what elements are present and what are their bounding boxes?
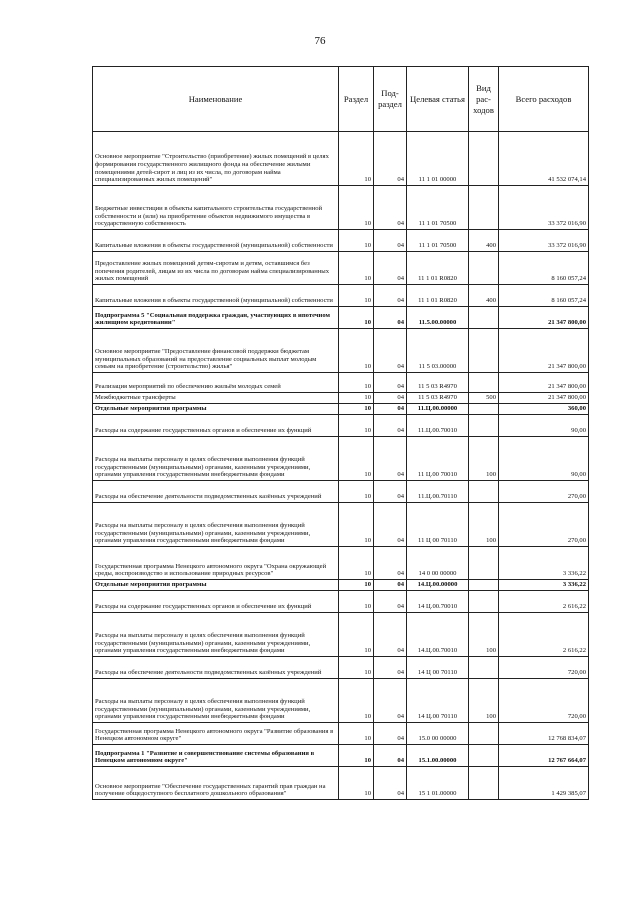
table-row xyxy=(93,329,589,373)
table-row xyxy=(93,745,589,767)
row-total: 8 160 057,24 xyxy=(499,252,589,285)
row-name: Расходы на содержание государственных органов и обеспечение их функций xyxy=(93,415,339,437)
row-target-article: 11.Ц.00.00000 xyxy=(407,404,469,415)
row-section: 10 xyxy=(339,186,374,230)
row-target-article: 11 1 01 R0820 xyxy=(407,285,469,307)
row-section: 10 xyxy=(339,580,374,591)
table-row xyxy=(93,230,589,252)
row-name: Подпрограмма 1 "Развитие и совершенствование системы образования в Ненецком автономном округе" xyxy=(93,745,339,767)
table-row xyxy=(93,404,589,415)
row-name: Расходы на выплаты персоналу в целях обеспечения выполнения функций государственными (муниципальными) органами, казенными учреждениями, органами управления государственными внебюджетными фондами xyxy=(93,437,339,481)
row-section: 10 xyxy=(339,307,374,329)
table-row xyxy=(93,679,589,723)
table-row xyxy=(93,613,589,657)
row-expense-type: 100 xyxy=(469,437,499,481)
row-subsection: 04 xyxy=(374,132,407,186)
row-target-article: 11 5 03 R4970 xyxy=(407,393,469,404)
row-total: 21 347 800,00 xyxy=(499,329,589,373)
header-total-expenses: Всего расходов xyxy=(499,67,589,132)
row-total: 3 336,22 xyxy=(499,580,589,591)
table-body xyxy=(93,132,589,800)
row-expense-type xyxy=(469,186,499,230)
row-subsection: 04 xyxy=(374,503,407,547)
row-section: 10 xyxy=(339,285,374,307)
row-total: 21 347 800,00 xyxy=(499,307,589,329)
row-subsection: 04 xyxy=(374,415,407,437)
row-expense-type xyxy=(469,373,499,393)
row-expense-type xyxy=(469,657,499,679)
row-expense-type xyxy=(469,767,499,800)
row-total: 41 532 074,14 xyxy=(499,132,589,186)
row-section: 10 xyxy=(339,591,374,613)
page-number: 76 xyxy=(314,35,326,47)
row-expense-type xyxy=(469,481,499,503)
row-section: 10 xyxy=(339,723,374,745)
row-subsection: 04 xyxy=(374,404,407,415)
row-name: Предоставление жилых помещений детям-сиротам и детям, оставшимся без попечения родителей, лицам из их числа по договорам найма специализированных жилых помещений xyxy=(93,252,339,285)
row-subsection: 04 xyxy=(374,285,407,307)
row-section: 10 xyxy=(339,481,374,503)
row-section: 10 xyxy=(339,415,374,437)
row-section: 10 xyxy=(339,767,374,800)
row-name: Основное мероприятие "Обеспечение государственных гарантий прав граждан на получение общедоступного бесплатного дошкольного образования" xyxy=(93,767,339,800)
table-row xyxy=(93,132,589,186)
row-subsection: 04 xyxy=(374,307,407,329)
row-expense-type: 100 xyxy=(469,503,499,547)
table-row xyxy=(93,393,589,404)
row-total: 90,00 xyxy=(499,437,589,481)
row-subsection: 04 xyxy=(374,437,407,481)
row-target-article: 11 5 03 R4970 xyxy=(407,373,469,393)
row-expense-type xyxy=(469,132,499,186)
row-name: Отдельные мероприятия программы xyxy=(93,404,339,415)
row-target-article: 15.1.00.00000 xyxy=(407,745,469,767)
row-target-article: 11 Ц 00 70110 xyxy=(407,503,469,547)
row-name: Капитальные вложения в объекты государственной (муниципальной) собственности xyxy=(93,285,339,307)
row-target-article: 11.Ц.00.70110 xyxy=(407,481,469,503)
row-subsection: 04 xyxy=(374,230,407,252)
row-subsection: 04 xyxy=(374,186,407,230)
row-section: 10 xyxy=(339,679,374,723)
row-expense-type xyxy=(469,329,499,373)
row-name: Государственная программа Ненецкого автономного округа "Развитие образования в Ненецком автономном округе" xyxy=(93,723,339,745)
table-row xyxy=(93,307,589,329)
row-section: 10 xyxy=(339,373,374,393)
row-subsection: 04 xyxy=(374,547,407,580)
table-row xyxy=(93,723,589,745)
row-subsection: 04 xyxy=(374,591,407,613)
row-name: Основное мероприятие "Строительство (приобретение) жилых помещений в целях формирования государственного жилищного фонда на обеспечение жилыми помещениями детей-сирот и лиц из их числа, по договорам найма специализированных жилых помещений" xyxy=(93,132,339,186)
row-target-article: 14.Ц.00.70010 xyxy=(407,613,469,657)
header-subsection: Под-раздел xyxy=(374,67,407,132)
row-target-article: 11 1 01 R0820 xyxy=(407,252,469,285)
row-target-article: 14.Ц.00.00000 xyxy=(407,580,469,591)
row-target-article: 11 5 03.00000 xyxy=(407,329,469,373)
row-section: 10 xyxy=(339,503,374,547)
row-subsection: 04 xyxy=(374,723,407,745)
row-name: Капитальные вложения в объекты государственной (муниципальной) собственности xyxy=(93,230,339,252)
table-row xyxy=(93,657,589,679)
row-expense-type: 100 xyxy=(469,613,499,657)
row-name: Государственная программа Ненецкого автономного округа "Охрана окружающей среды, воспроизводство и использование природных ресурсов" xyxy=(93,547,339,580)
row-name: Подпрограмма 5 "Социальная поддержка граждан, участвующих в ипотечном жилищном кредитовании" xyxy=(93,307,339,329)
row-expense-type: 100 xyxy=(469,679,499,723)
row-section: 10 xyxy=(339,252,374,285)
row-total: 21 347 800,00 xyxy=(499,393,589,404)
row-expense-type: 500 xyxy=(469,393,499,404)
row-total: 2 616,22 xyxy=(499,613,589,657)
row-expense-type xyxy=(469,415,499,437)
row-expense-type: 400 xyxy=(469,285,499,307)
row-target-article: 14 Ц.00 70110 xyxy=(407,679,469,723)
row-target-article: 15.0 00 00000 xyxy=(407,723,469,745)
row-total: 360,00 xyxy=(499,404,589,415)
row-expense-type xyxy=(469,307,499,329)
row-section: 10 xyxy=(339,657,374,679)
header-expense-type: Вид рас-ходов xyxy=(469,67,499,132)
row-subsection: 04 xyxy=(374,657,407,679)
row-section: 10 xyxy=(339,547,374,580)
row-target-article: 11 Ц.00 70010 xyxy=(407,437,469,481)
table-row xyxy=(93,437,589,481)
table-row xyxy=(93,481,589,503)
table-row xyxy=(93,415,589,437)
table-row xyxy=(93,591,589,613)
row-subsection: 04 xyxy=(374,373,407,393)
row-expense-type xyxy=(469,723,499,745)
table-row xyxy=(93,503,589,547)
row-total: 270,00 xyxy=(499,503,589,547)
row-section: 10 xyxy=(339,393,374,404)
row-name: Расходы на обеспечение деятельности подведомственных казённых учреждений xyxy=(93,481,339,503)
table-row xyxy=(93,285,589,307)
row-subsection: 04 xyxy=(374,393,407,404)
row-name: Расходы на содержание государственных органов и обеспечение их функций xyxy=(93,591,339,613)
table-row xyxy=(93,580,589,591)
row-section: 10 xyxy=(339,132,374,186)
row-name: Отдельные мероприятия программы xyxy=(93,580,339,591)
table-row xyxy=(93,767,589,800)
row-section: 10 xyxy=(339,230,374,252)
row-total: 21 347 800,00 xyxy=(499,373,589,393)
row-expense-type xyxy=(469,547,499,580)
row-total: 3 336,22 xyxy=(499,547,589,580)
row-total: 33 372 016,90 xyxy=(499,186,589,230)
header-target-article: Целевая статья xyxy=(407,67,469,132)
row-name: Расходы на выплаты персоналу в целях обеспечения выполнения функций государственными (муниципальными) органами, казенными учреждениями, органами управления государственными внебюджетными фондами xyxy=(93,679,339,723)
row-subsection: 04 xyxy=(374,580,407,591)
row-section: 10 xyxy=(339,613,374,657)
row-expense-type xyxy=(469,580,499,591)
row-subsection: 04 xyxy=(374,613,407,657)
row-total: 8 160 057,24 xyxy=(499,285,589,307)
row-expense-type: 400 xyxy=(469,230,499,252)
row-total: 12 767 664,07 xyxy=(499,745,589,767)
row-subsection: 04 xyxy=(374,481,407,503)
table-header-row xyxy=(93,67,589,132)
header-section: Раздел xyxy=(339,67,374,132)
row-target-article: 14 Ц 00 70110 xyxy=(407,657,469,679)
row-target-article: 11 1 01 70500 xyxy=(407,186,469,230)
row-subsection: 04 xyxy=(374,252,407,285)
row-section: 10 xyxy=(339,404,374,415)
row-target-article: 11 1 01 70500 xyxy=(407,230,469,252)
row-expense-type xyxy=(469,252,499,285)
table-row xyxy=(93,186,589,230)
header-name: Наименование xyxy=(93,67,339,132)
table-row xyxy=(93,252,589,285)
expenditure-table xyxy=(92,66,589,800)
row-target-article: 14 Ц.00.70010 xyxy=(407,591,469,613)
row-subsection: 04 xyxy=(374,745,407,767)
row-target-article: 14 0 00 00000 xyxy=(407,547,469,580)
row-target-article: 11.Ц.00.70010 xyxy=(407,415,469,437)
table-row xyxy=(93,373,589,393)
row-name: Бюджетные инвестиции в объекты капитального строительства государственной собственности и (или) на приобретение объектов недвижимого имущества в государственную собственность xyxy=(93,186,339,230)
row-name: Реализация мероприятий по обеспечению жильём молодых семей xyxy=(93,373,339,393)
row-section: 10 xyxy=(339,745,374,767)
row-expense-type xyxy=(469,745,499,767)
row-total: 90,00 xyxy=(499,415,589,437)
row-target-article: 11.5.00.00000 xyxy=(407,307,469,329)
row-total: 12 768 834,07 xyxy=(499,723,589,745)
row-name: Расходы на обеспечение деятельности подведомственных казённых учреждений xyxy=(93,657,339,679)
row-name: Межбюджетные трансферты xyxy=(93,393,339,404)
row-expense-type xyxy=(469,404,499,415)
row-name: Расходы на выплаты персоналу в целях обеспечения выполнения функций государственными (муниципальными) органами, казенными учреждениями, органами управления государственными внебюджетными фондами xyxy=(93,613,339,657)
row-total: 2 616,22 xyxy=(499,591,589,613)
row-total: 270,00 xyxy=(499,481,589,503)
row-total: 33 372 016,90 xyxy=(499,230,589,252)
row-total: 720,00 xyxy=(499,679,589,723)
row-total: 720,00 xyxy=(499,657,589,679)
row-subsection: 04 xyxy=(374,329,407,373)
row-name: Основное мероприятие "Предоставление финансовой поддержки бюджетам муниципальных образований на предоставление социальных выплат молодым семьям на приобретение (строительство) жилья" xyxy=(93,329,339,373)
row-section: 10 xyxy=(339,329,374,373)
row-section: 10 xyxy=(339,437,374,481)
table-row xyxy=(93,547,589,580)
row-target-article: 15 1 01.00000 xyxy=(407,767,469,800)
row-total: 1 429 385,07 xyxy=(499,767,589,800)
row-expense-type xyxy=(469,591,499,613)
row-subsection: 04 xyxy=(374,679,407,723)
row-target-article: 11 1 01 00000 xyxy=(407,132,469,186)
row-subsection: 04 xyxy=(374,767,407,800)
row-name: Расходы на выплаты персоналу в целях обеспечения выполнения функций государственными (муниципальными) органами, казенными учреждениями, органами управления государственными внебюджетными фондами xyxy=(93,503,339,547)
